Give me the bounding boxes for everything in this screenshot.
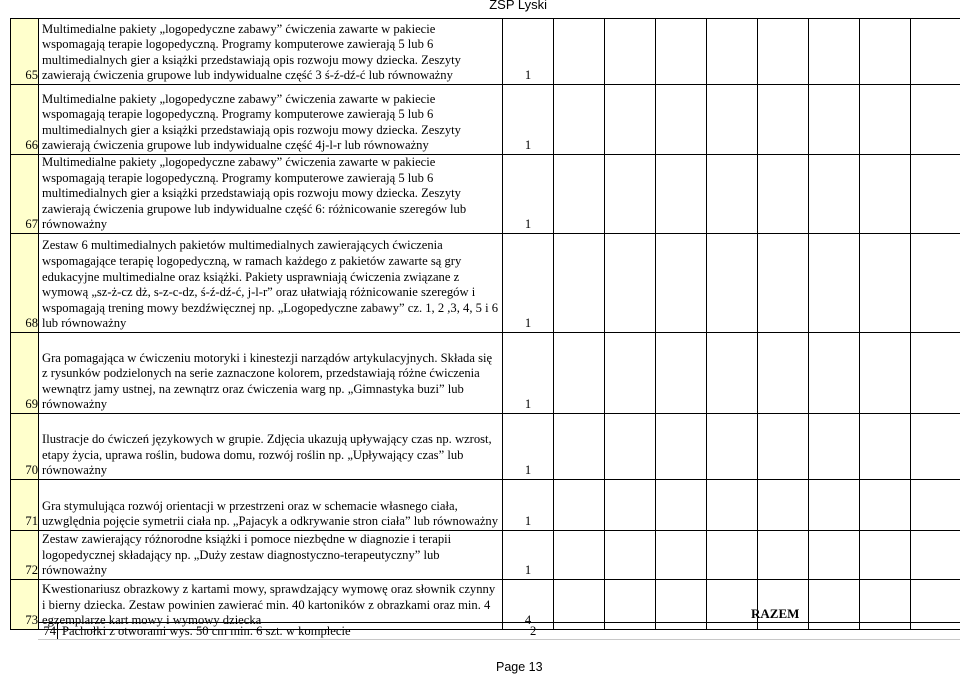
empty-cell: [758, 233, 809, 332]
empty-cell: [860, 332, 911, 413]
table-row: [11, 19, 960, 85]
item-description: Zestaw zawierający różnorodne książki i pomoce niezbędne w diagnozie i terapii logopedycznej składający np. „Duży zestaw diagnostyczno-terapeutyczny” lub równoważny: [39, 530, 503, 579]
empty-cell: [554, 479, 605, 530]
empty-cell: [809, 530, 860, 579]
row-number: 71: [11, 479, 39, 530]
empty-cell: [911, 413, 960, 479]
item-description: Gra stymulująca rozwój orientacji w przestrzeni oraz w schemacie własnego ciała, uzwględnia pojęcie symetrii ciała np. „Pajacyk a odkrywanie stron ciała” lub równoważny: [39, 479, 503, 530]
empty-cell: [656, 85, 707, 155]
item-description: Ilustracje do ćwiczeń językowych w grupie. Zdjęcia ukazują upływający czas np. wzrost, etapy życia, uprawa roślin, budowa domu, rozwój roślin np. „Upływający czas” lub równoważny: [39, 413, 503, 479]
item-description: Multimedialne pakiety „logopedyczne zabawy” ćwiczenia zawarte w pakiecie wspomagają terapie logopedyczną. Programy komputerowe zawierają 5 lub 6 multimedialnych gier a książki przedstawiają opis rozwoju mowy dziecka. Zeszyty zawierają ćwiczenia grupowe lub indywidualne część 3 ś-ź-dź-ć lub równoważny: [39, 19, 503, 85]
column-divider: [57, 623, 58, 639]
item-quantity: 4: [503, 579, 554, 629]
empty-cell: [707, 19, 758, 85]
item-description: Multimedialne pakiety „logopedyczne zabawy” ćwiczenia zawarte w pakiecie wspomagają terapie logopedyczną. Programy komputerowe zawierają 5 lub 6 multimedialnych gier a książki przedstawiają opis rozwoju mowy dziecka. Zeszyty zawierają ćwiczenia grupowe lub indywidualne część 6: różnicowanie szeregów lub równoważny: [39, 155, 503, 234]
empty-cell: [605, 479, 656, 530]
empty-cell: [809, 332, 860, 413]
empty-cell: [809, 479, 860, 530]
empty-cell: [911, 332, 960, 413]
empty-cell: [911, 155, 960, 234]
empty-cell: [554, 413, 605, 479]
empty-cell: [554, 155, 605, 234]
table-row: [11, 85, 960, 155]
table-row: [11, 479, 960, 530]
page-number: Page 13: [496, 660, 543, 674]
item-quantity: 1: [503, 85, 554, 155]
empty-cell: [758, 332, 809, 413]
empty-cell: [605, 332, 656, 413]
empty-cell: [605, 85, 656, 155]
empty-cell: [605, 413, 656, 479]
table-row: [11, 530, 960, 579]
empty-cell: [860, 233, 911, 332]
empty-cell: [809, 85, 860, 155]
empty-cell: [707, 85, 758, 155]
empty-cell: [758, 413, 809, 479]
empty-cell: [656, 530, 707, 579]
empty-cell: [860, 530, 911, 579]
empty-cell: [554, 233, 605, 332]
empty-cell: [758, 479, 809, 530]
row-number: 65: [11, 19, 39, 85]
empty-cell: [860, 479, 911, 530]
empty-cell: [911, 233, 960, 332]
item-description: Zestaw 6 multimedialnych pakietów multimedialnych zawierających ćwiczenia wspomagające terapię logopedyczną, w ramach każdego z pakietów zawarte są gry edukacyjne multimedialne oraz książki. Pakiety usprawniają ćwiczenia związane z wymową „sz-ż-cz dż, s-z-c-dz, ś-ź-dź-ć, j-l-r” oraz ułatwiają różnicowanie szeregów i wspomagają trening mowy bezdźwięcznej np. „Logopedyczne zabawy” cz. 1, 2 ,3, 4, 5 i 6 lub równoważny: [39, 233, 503, 332]
item-description: Gra pomagająca w ćwiczeniu motoryki i kinestezji narządów artykulacyjnych. Składa się z rysunków podzielonych na serie zaznaczone kolorem, przedstawiają różne ćwiczenia wewnątrz jamy ustnej, na zewnątrz oraz ćwiczenia warg np. „Gimnastyka buzi” lub równoważny: [39, 332, 503, 413]
item-quantity: 1: [503, 332, 554, 413]
item-quantity: 1: [503, 233, 554, 332]
empty-cell: [707, 233, 758, 332]
empty-cell: [554, 530, 605, 579]
empty-cell: [656, 332, 707, 413]
row-number: 68: [11, 233, 39, 332]
empty-cell: [860, 85, 911, 155]
row-number: 67: [11, 155, 39, 234]
row-number: 66: [11, 85, 39, 155]
empty-cell: [911, 85, 960, 155]
empty-cell: [707, 413, 758, 479]
empty-cell: [809, 233, 860, 332]
row-number: 69: [11, 332, 39, 413]
items-table: [10, 18, 960, 630]
empty-cell: [554, 332, 605, 413]
table-row: [11, 155, 960, 234]
empty-cell: [554, 85, 605, 155]
empty-cell: [656, 19, 707, 85]
row-number: 74: [43, 624, 56, 638]
empty-cell: [605, 530, 656, 579]
empty-cell: [707, 332, 758, 413]
empty-cell: [758, 19, 809, 85]
item-quantity: 1: [503, 19, 554, 85]
empty-cell: [809, 413, 860, 479]
empty-cell: [707, 479, 758, 530]
empty-cell: [758, 530, 809, 579]
empty-cell: [758, 155, 809, 234]
item-quantity: 1: [503, 530, 554, 579]
table-row: [38, 622, 960, 640]
row-number: 72: [11, 530, 39, 579]
item-description: Kwestionariusz obrazkowy z kartami mowy, sprawdzający wymowę oraz słownik czynny i bierny dziecka. Zestaw powinien zawierać min. 40 kartoników z obrazkami oraz min. 4 egzemplarze kart mowy i wymowy dziecka: [39, 579, 503, 629]
empty-cell: [605, 233, 656, 332]
empty-cell: [605, 155, 656, 234]
empty-cell: [809, 155, 860, 234]
empty-cell: [656, 155, 707, 234]
item-quantity: 1: [503, 155, 554, 234]
item-description: Multimedialne pakiety „logopedyczne zabawy” ćwiczenia zawarte w pakiecie wspomagają terapie logopedyczną. Programy komputerowe zawierają 5 lub 6 multimedialnych gier a książki przedstawiają opis rozwoju mowy dziecka. Zeszyty zawierają ćwiczenia grupowe lub indywidualne część 4j-l-r lub równoważny: [39, 85, 503, 155]
razem-label: RAZEM: [751, 606, 800, 621]
empty-cell: [809, 19, 860, 85]
empty-cell: [911, 479, 960, 530]
item-description: Pachołki z otworami wys. 50 cm min. 6 szt. w komplecie: [62, 624, 351, 638]
empty-cell: [554, 19, 605, 85]
empty-cell: [707, 155, 758, 234]
empty-cell: [707, 530, 758, 579]
empty-cell: [860, 413, 911, 479]
empty-cell: [758, 85, 809, 155]
empty-cell: [911, 19, 960, 85]
empty-cell: [605, 19, 656, 85]
table-row: [11, 332, 960, 413]
row-number: 73: [11, 579, 39, 629]
row-number: 70: [11, 413, 39, 479]
table-row: [11, 233, 960, 332]
table-row: [11, 413, 960, 479]
school-name: ZSP Lyski: [489, 0, 547, 12]
item-quantity: 1: [503, 479, 554, 530]
empty-cell: [656, 413, 707, 479]
item-quantity: 1: [503, 413, 554, 479]
item-quantity: 2: [530, 624, 537, 638]
empty-cell: [860, 155, 911, 234]
empty-cell: [656, 233, 707, 332]
empty-cell: [911, 530, 960, 579]
empty-cell: [860, 19, 911, 85]
empty-cell: [656, 479, 707, 530]
